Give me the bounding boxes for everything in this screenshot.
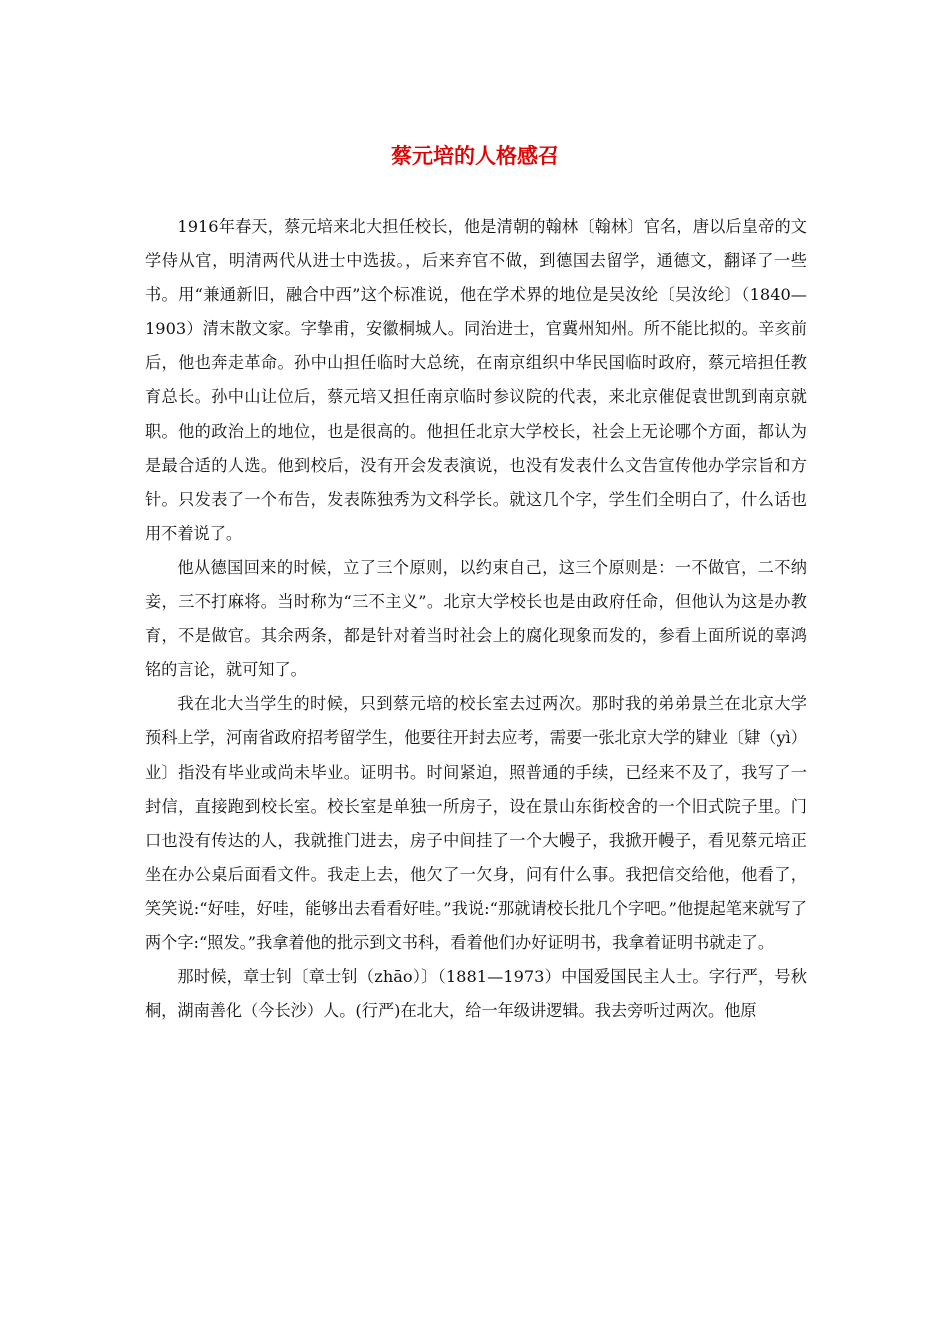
paragraph-4: 那时候，章士钊〔章士钊（zhāo）〕（1881—1973）中国爱国民主人士。字行严，号秋桐，湖南善化（今长沙）人。(行严)在北大，给一年级讲逻辑。我去旁听过两次。他原 (145, 967, 807, 1021)
article-title: 蔡元培的人格感召 (391, 143, 559, 168)
paragraph-1: 1916年春天，蔡元培来北大担任校长，他是清朝的翰林〔翰林〕官名，唐以后皇帝的文学侍从官，明清两代从进士中选拔。，后来弃官不做，到德国去留学，通德文，翻译了一些书。用“兼通新旧，融合中西”这个标准说，他在学术界的地位是吴汝纶〔吴汝纶〕（1840—1903）清末散文家。字挚甫，安徽桐城人。同治进士，官冀州知州。所不能比拟的。辛亥前后，他也奔走革命。孙中山担任临时大总统，在南京组织中华民国临时政府，蔡元培担任教育总长。孙中山让位后，蔡元培又担任南京临时参议院的代表，来北京催促袁世凯到南京就职。他的政治上的地位，也是很高的。他担任北京大学校长，社会上无论哪个方面，都认为是最合适的人选。他到校后，没有开会发表演说，也没有发表什么文告宣传他办学宗旨和方针。只发表了一个布告，发表陈独秀为文科学长。就这几个字，学生们全明白了，什么话也用不着说了。 (145, 217, 807, 543)
paragraph-3: 我在北大当学生的时候，只到蔡元培的校长室去过两次。那时我的弟弟景兰在北京大学预科上学，河南省政府招考留学生，他要往开封去应考，需要一张北京大学的肄业〔肄（yì）业〕指没有毕业或尚未毕业。证明书。时间紧迫，照普通的手续，已经来不及了，我写了一封信，直接跑到校长室。校长室是单独一所房子，设在景山东街校舍的一个旧式院子里。门口也没有传达的人，我就推门进去，房子中间挂了一个大幔子，我掀开幔子，看见蔡元培正坐在办公桌后面看文件。我走上去，他欠了一欠身，问有什么事。我把信交给他，他看了，笑笑说:“好哇，好哇，能够出去看看好哇。”我说:“那就请校长批几个字吧。”他提起笔来就写了两个字:“照发。”我拿着他的批示到文书科，看着他们办好证明书，我拿着证明书就走了。 (145, 694, 807, 952)
article-body (145, 210, 807, 1028)
paragraph-2: 他从德国回来的时候，立了三个原则，以约束自己，这三个原则是：一不做官，二不纳妾，三不打麻将。当时称为“三不主义”。北京大学校长也是由政府任命，但他认为这是办教育，不是做官。其余两条，都是针对着当时社会上的腐化现象而发的，参看上面所说的辜鸿铭的言论，就可知了。 (145, 557, 807, 680)
